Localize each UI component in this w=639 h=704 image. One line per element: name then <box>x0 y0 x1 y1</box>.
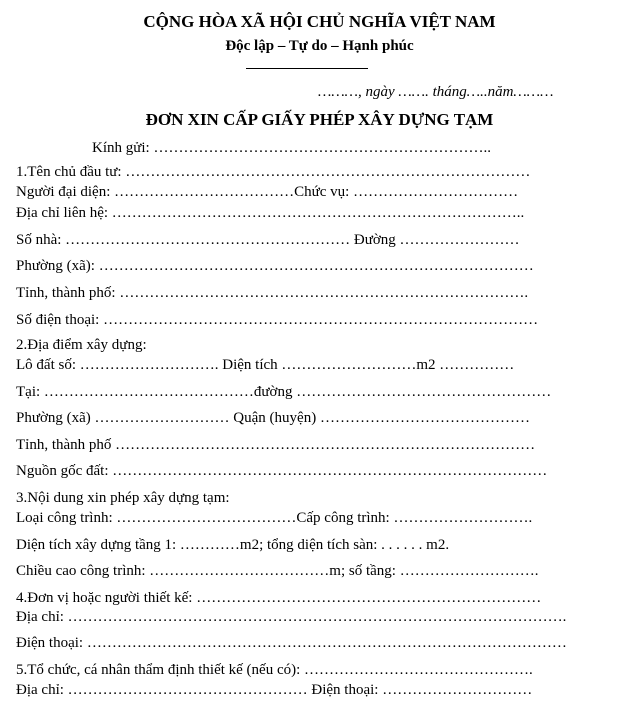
owner-name-line: 1.Tên chủ đầu tư: ……………………………………………………………………… <box>16 164 531 180</box>
designer-phone-line: Điện thoại: …………………………………………………………………………………… <box>16 635 567 651</box>
construction-type-line: Loại công trình: ………………………………Cấp công trình: ………………………. <box>16 510 533 526</box>
ward-line: Phường (xã): …………………………………………………………………………… <box>16 258 534 274</box>
date-line: ………, ngày ……. tháng…..năm……… <box>318 84 554 100</box>
land-origin-line: Nguồn gốc đất: …………………………………………………………………………… <box>16 463 548 479</box>
form-title: ĐƠN XIN CẤP GIẤY PHÉP XÂY DỰNG TẠM <box>145 110 494 129</box>
ward-district-line: Phường (xã) ……………………… Quận (huyện) …………………………………… <box>16 410 530 426</box>
representative-line: Người đại diện: ………………………………Chức vụ: …………………………… <box>16 184 519 200</box>
contact-address-line: Địa chỉ liên hệ: ……………………………………………………………………….. <box>16 205 525 221</box>
location-province-line: Tỉnh, thành phố ………………………………………………………………………… <box>16 437 536 453</box>
national-motto: Độc lập – Tự do – Hạnh phúc <box>225 38 414 54</box>
designer-line: 4.Đơn vị hoặc người thiết kế: …………………………………………………………… <box>16 590 542 606</box>
at-street-line: Tại: ……………………………………đường …………………………………………… <box>16 384 552 400</box>
content-heading: 3.Nội dung xin phép xây dựng tạm: <box>16 490 230 506</box>
header-divider <box>246 68 368 69</box>
country-name: CỘNG HÒA XÃ HỘI CHỦ NGHĨA VIỆT NAM <box>143 12 496 31</box>
floor-area-line: Diện tích xây dựng tầng 1: …………m2; tổng diện tích sàn: . . . . . . m2. <box>16 537 450 553</box>
lot-area-line: Lô đất số: ………………………. Diện tích ………………………m2 …………… <box>16 357 515 373</box>
location-heading: 2.Địa điểm xây dựng: <box>16 337 147 353</box>
salutation-line: Kính gửi: ………………………………………………………….. <box>92 140 491 156</box>
appraiser-line: 5.Tổ chức, cá nhân thẩm định thiết kế (nếu có): ………………………………………. <box>16 662 533 678</box>
house-number-line: Số nhà: ………………………………………………… Đường …………………… <box>16 232 520 248</box>
appraiser-address-line: Địa chỉ: ………………………………………… Điện thoại: ………………………… <box>16 682 533 698</box>
designer-address-line: Địa chỉ: ………………………………………………………………………………………. <box>16 609 567 625</box>
phone-line: Số điện thoại: …………………………………………………………………………… <box>16 312 539 328</box>
height-floors-line: Chiều cao công trình: ………………………………m; số tầng: ………………………. <box>16 563 539 579</box>
province-line: Tỉnh, thành phố: ………………………………………………………………………. <box>16 285 529 301</box>
